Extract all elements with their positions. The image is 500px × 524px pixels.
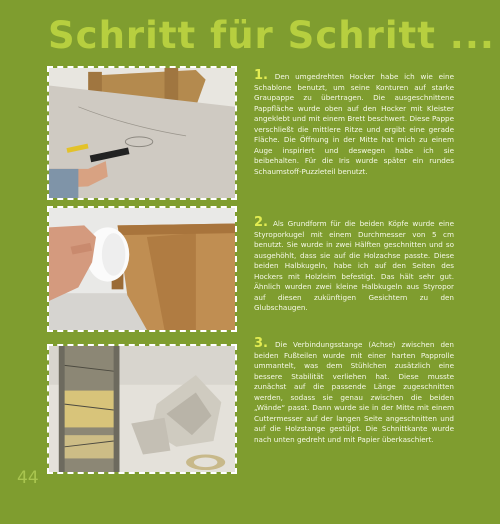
step-3-number: 3. [254, 336, 268, 351]
step-2-body: Als Grundform für die beiden Köpfe wurde eine Styroporkugel mit einem Durchmesser von 5 cm benutzt. Sie wurde in zwei Hälften geschnitten und so ausgehöhlt, dass sie auf die Holzachse passte. Diese beiden Halbkugeln, habe ich auf den Seiten des Hockers mit Holzleim befestigt. Das hält sehr gut. Ähnlich wurden zwei kleine Halbkugeln aus Styropor auf diesen zukünftigen Gesichtern zu den Glubschaugen. [254, 219, 454, 312]
step-1-body: Den umgedrehten Hocker habe ich wie eine Schablone benutzt, um seine Konturen auf starke Graupappe zu übertragen. Die ausgeschnittene Pappfläche wurde oben auf den Hocker mit Kleister angeklebt und mit einem Brett beschwert. Diese Pappe verschließt die mittlere Ritze und ergibt eine gerade Fläche. Die Öffnung in der Mitte hat mich zu einem Auge inspiriert und deswegen habe ich sie beibehalten. Für die Iris wurde später ein rundes Schaumstoff-Puzzleteil benutzt. [254, 72, 454, 176]
step-3-text [254, 336, 454, 445]
step-2-photo [47, 206, 237, 332]
page-title: Schritt für Schritt ... [48, 14, 495, 57]
step-1-text [254, 68, 454, 177]
step-3-photo [47, 344, 237, 474]
page-number: 44 [17, 468, 39, 488]
step-1-number: 1. [254, 68, 268, 83]
step-2-text [254, 215, 454, 314]
step-1-photo [47, 66, 237, 200]
step-2-number: 2. [254, 215, 268, 230]
step-3-body: Die Verbindungsstange (Achse) zwischen den beiden Fußteilen wurde mit einer harten Papprolle ummantelt, was dem Stühlchen zusätzlich eine bessere Stabilität verliehen hat. Diese musste zunächst auf die passende Länge zugeschnitten werden, sodass sie genau zwischen die beiden „Wände“ passt. Dann wurde sie in der Mitte mit einem Cuttermesser auf der langen Seite angeschnitten und auf die Holzstange gestülpt. Die Schnittkante wurde nach unten gedreht und mit Papier überkaschiert. [254, 340, 454, 444]
